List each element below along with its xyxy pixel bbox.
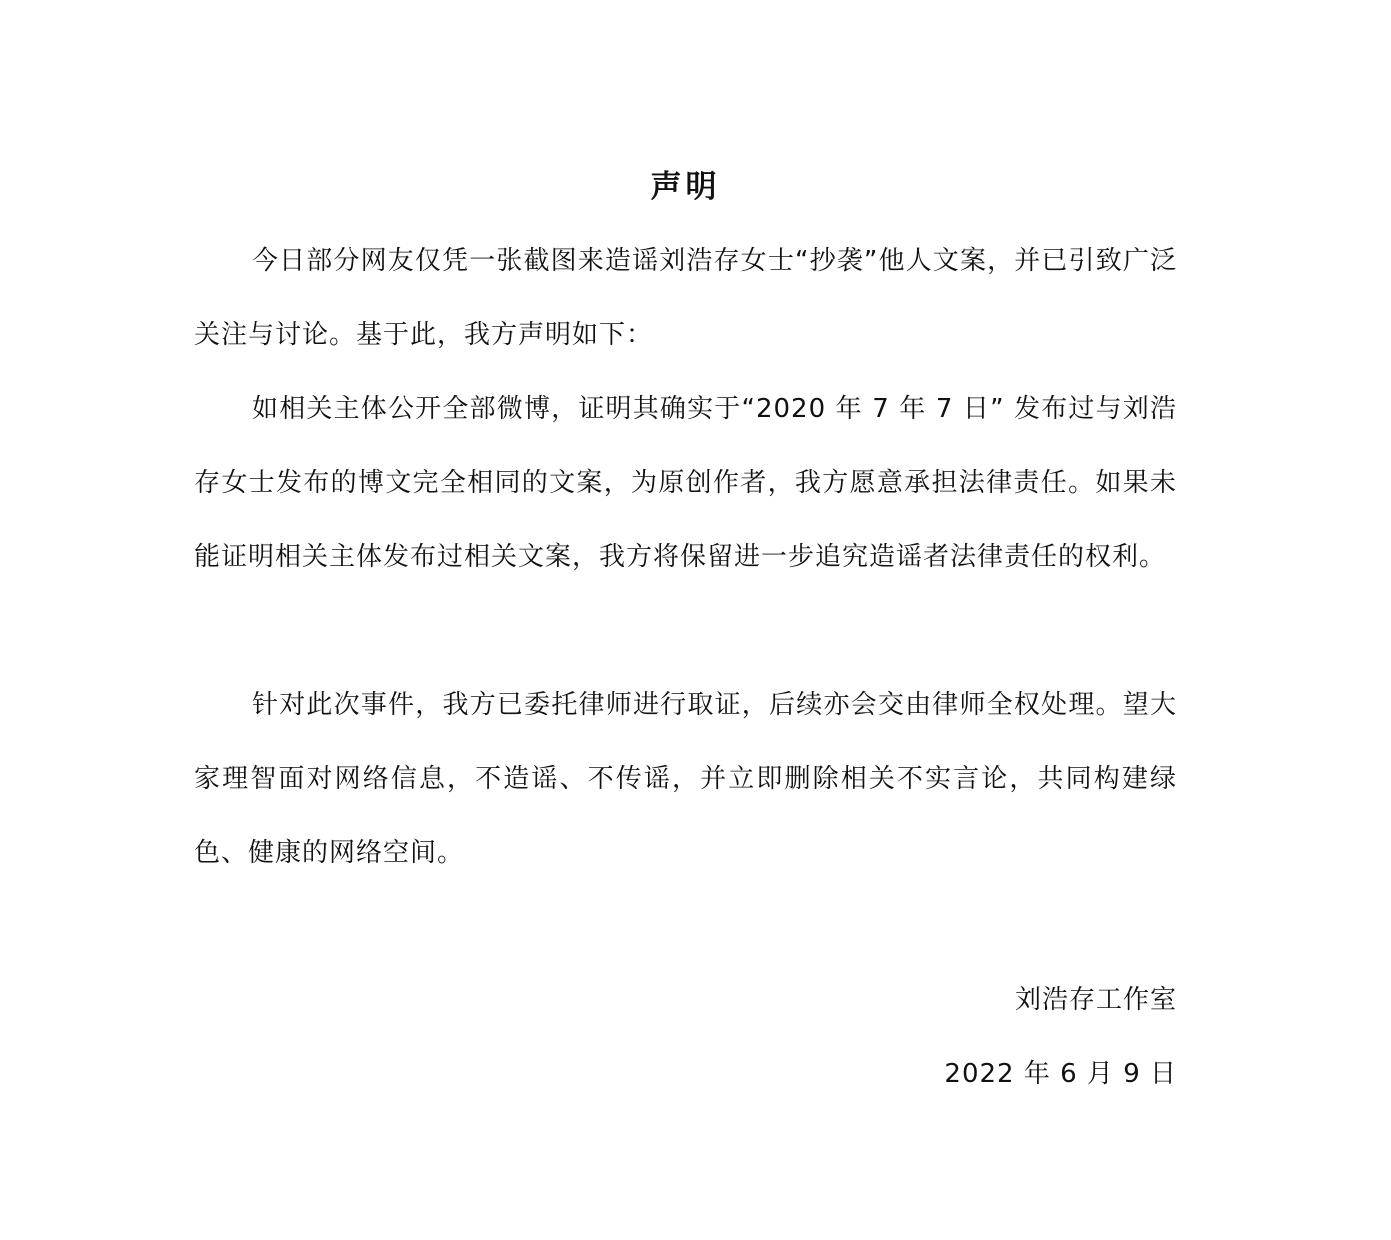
paragraph-2: 如相关主体公开全部微博，证明其确实于“2020 年 7 年 7 日” 发布过与刘浩存女士发布的博文完全相同的文案，为原创作者，我方愿意承担法律责任。如果未能证明相关主体发布过相关文案，我方将保留进一步追究造谣者法律责任的权利。 xyxy=(194,394,1177,572)
signature: 刘浩存工作室 xyxy=(1014,985,1177,1015)
signature-date: 2022 年 6 月 9 日 xyxy=(944,1059,1177,1089)
document-title: 声明 xyxy=(650,169,721,205)
paragraph-3: 针对此次事件，我方已委托律师进行取证，后续亦会交由律师全权处理。望大家理智面对网络信息，不造谣、不传谣，并立即删除相关不实言论，共同构建绿色、健康的网络空间。 xyxy=(194,690,1177,868)
paragraph-1: 今日部分网友仅凭一张截图来造谣刘浩存女士“抄袭”他人文案，并已引致广泛关注与讨论。基于此，我方声明如下： xyxy=(194,246,1177,350)
